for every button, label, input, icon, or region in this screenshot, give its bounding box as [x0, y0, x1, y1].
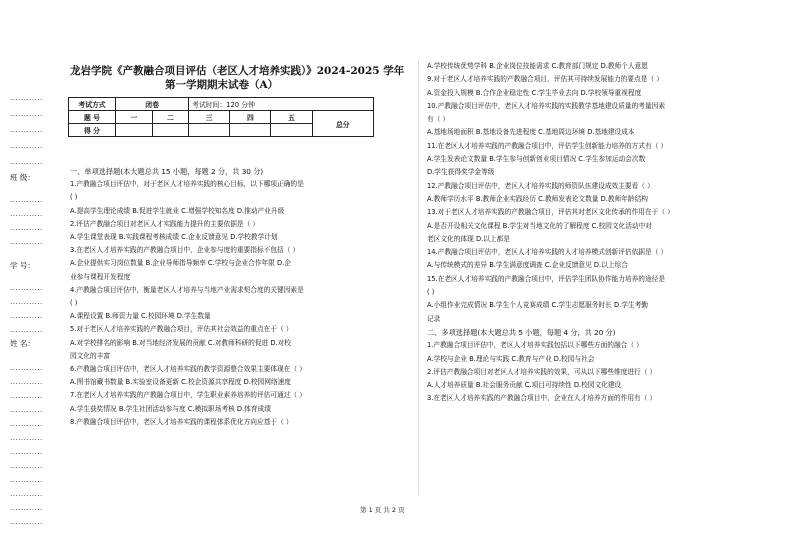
- seal-dots: ············: [10, 286, 43, 294]
- question-line: 12.产教融合项目评估中，老区人才培养实践的师资队伍建设成效主要看（ ）: [427, 181, 654, 190]
- seal-dots: ············: [10, 300, 43, 308]
- question-line: A.提高学生理论成绩 B.促进学生就业 C.增强学校知名度 D.推动产业升级: [70, 206, 285, 215]
- right-column: [427, 60, 767, 406]
- question-line: A.资金投入规模 B.合作企业稳定性 C.学生毕业去向 D.学校领导重视程度: [427, 88, 642, 97]
- question-line: A.课程设置 B.师资力量 C.校园环境 D.学生数量: [70, 312, 211, 321]
- question-line: 1.产教融合项目评估中，对于老区人才培养实践的核心目标，以下哪项正确的是: [70, 180, 304, 189]
- column-header: 五: [271, 111, 312, 124]
- seal-dots: ············: [10, 394, 43, 402]
- question-line: 1.产教融合项目评估中，老区人才培养实践包括以下哪些方面的融合（ ）: [427, 341, 643, 350]
- question-line: A.学生获奖情况 B.学生社团活动参与度 C.模拟职场考核 D.体育成绩: [70, 404, 271, 413]
- score-cell[interactable]: [116, 124, 153, 137]
- question-line: 15.在老区人才培养实践的产教融合项目中，评估学生团队协作能力培养的途径是: [427, 274, 666, 283]
- exam-info-table: [68, 97, 374, 137]
- class-label: 班 级：: [10, 173, 35, 182]
- score-label: 得 分: [69, 124, 116, 137]
- question-line: 8.产教融合项目评估中，老区人才培养实践的课程体系优化方向应基于（ ）: [70, 417, 293, 426]
- score-cell[interactable]: [230, 124, 271, 137]
- score-cell[interactable]: [189, 124, 230, 137]
- total-score-label: 总分: [312, 111, 373, 137]
- seal-dots: ············: [10, 314, 43, 322]
- exam-time: 考试时间：120 分钟: [189, 98, 374, 111]
- question-line: A.学校与企业 B.理论与实践 C.教育与产业 D.校园与社会: [427, 354, 595, 363]
- column-header: 一: [116, 111, 153, 124]
- question-line: ( ): [70, 193, 78, 202]
- question-line: 2.评估产教融合项目对老区人才培养实践的效果，可从以下哪些维度进行（ ）: [427, 367, 657, 376]
- question-line: 11.在老区人才培养实践的产教融合项目中，评估学生创新能力培养的方式有（ ）: [427, 141, 668, 150]
- column-header: 四: [230, 111, 271, 124]
- seal-dots: ············: [10, 506, 43, 514]
- question-line: 有（ ）: [427, 115, 450, 124]
- question-line: A.小组作业完成情况 B.学生个人竞赛成绩 C.学生志愿服务时长 D.学生考勤: [427, 301, 648, 310]
- seal-dots: ············: [10, 96, 43, 104]
- question-line: 2.评估产教融合项目对老区人才实践能力提升的主要依据是（ ）: [70, 219, 260, 228]
- question-line: ( ): [427, 288, 435, 297]
- seal-dots: ············: [10, 198, 43, 206]
- question-line: 3.在老区人才培养实践的产教融合项目中，企业在人才培养方面的作用有（ ）: [427, 394, 657, 403]
- question-line: A.学生课堂表现 B.实践课程考核成绩 C.企业反馈意见 D.学校教学计划: [70, 233, 278, 242]
- seal-dots: ············: [10, 144, 43, 152]
- page-number: 第 1 页 共 2 页: [360, 506, 405, 514]
- column-divider: [418, 60, 419, 495]
- question-line: 13.对于老区人才培养实践的产教融合项目，评估其对老区文化传承的作用在于（ ）: [427, 208, 674, 217]
- question-line: 园文化的丰富: [70, 351, 111, 360]
- question-line: 6.产教融合项目评估中，老区人才培养实践的教学资源整合效果主要体现在（ ）: [70, 365, 306, 374]
- question-line: A.与传统模式的差异 B.学生满意度调查 C.企业反馈意见 D.以上综合: [427, 261, 628, 270]
- seal-dots: ············: [10, 408, 43, 416]
- seal-dots: ············: [10, 464, 43, 472]
- question-line: A.对学校排名的影响 B.对当地经济发展的贡献 C.对教师科研的促进 D.对校: [70, 338, 291, 347]
- score-cell[interactable]: [271, 124, 312, 137]
- seal-dots: ············: [10, 436, 43, 444]
- seal-dots: ············: [10, 226, 43, 234]
- seal-dots: ············: [10, 520, 43, 528]
- seal-dots: ············: [10, 128, 43, 136]
- question-number-label: 题 号: [69, 111, 116, 124]
- seal-dots: ············: [10, 492, 43, 500]
- seal-dots: ············: [10, 328, 43, 336]
- question-line: 14.产教融合项目评估中，老区人才培养实践的人才培养模式创新评估依据是（ ）: [427, 248, 668, 257]
- question-line: A.基地场地面积 B.基地设备先进程度 C.基地周边环境 D.基地建设成本: [427, 128, 635, 137]
- question-line: 7.在老区人才培养实践的产教融合项目中，学生职业素养培养的评估可通过（ ）: [70, 391, 306, 400]
- exam-title-line2: 第一学期期末试卷（A）: [165, 79, 279, 91]
- question-line: 业参与课程开发程度: [70, 272, 131, 281]
- question-line: D.学生获得奖学金等级: [427, 168, 495, 177]
- left-column: [70, 165, 380, 429]
- column-header: 二: [152, 111, 189, 124]
- question-line: A.是否开设相关文化课程 B.学生对当地文化的了解程度 C.校园文化活动中对: [427, 221, 652, 230]
- section-heading: 二、多项选择题(本大题总共 5 小题，每题 4 分，共 20 分): [427, 327, 616, 337]
- question-line: A.学生发表论文数量 B.学生参与创新创业项目情况 C.学生参加运动会次数: [427, 155, 646, 164]
- exam-title-line1: 龙岩学院《产教融合项目评估（老区人才培养实践）》2024-2025 学年: [70, 65, 405, 77]
- score-cell[interactable]: [152, 124, 189, 137]
- question-line: A.企业提供实习岗位数量 B.企业导师指导频率 C.学校与企业合作年限 D.企: [70, 259, 291, 268]
- student-id-label: 学 号：: [10, 261, 35, 270]
- column-header: 三: [189, 111, 230, 124]
- question-line: A.图书馆藏书数量 B.实验室设备更新 C.校企资源共享程度 D.校园网络速度: [70, 378, 291, 387]
- seal-dots: ············: [10, 478, 43, 486]
- seal-dots: ············: [10, 450, 43, 458]
- question-line: A.教师学历水平 B.教师企业实践经历 C.教师发表论文数量 D.教师年龄结构: [427, 194, 648, 203]
- name-label: 姓 名：: [10, 339, 35, 348]
- seal-dots: ············: [10, 212, 43, 220]
- seal-dots: ············: [10, 240, 43, 248]
- question-line: 记录: [427, 314, 441, 323]
- seal-dots: ············: [10, 160, 43, 168]
- seal-dots: ············: [10, 112, 43, 120]
- question-line: 3.在老区人才培养实践的产教融合项目中，企业参与度的重要指标不包括（ ）: [70, 246, 300, 255]
- question-line: 4.产教融合项目评估中，衡量老区人才培养与当地产业需求契合度的关键因素是: [70, 285, 304, 294]
- question-line: ( ): [70, 299, 78, 308]
- question-line: 5.对于老区人才培养实践的产教融合项目，评估其社会效益的重点在于（ ）: [70, 325, 293, 334]
- question-line: 9.对于老区人才培养实践的产教融合项目，评估其可持续发展能力的要点是（ ）: [427, 75, 663, 84]
- question-line: 10.产教融合项目评估中，老区人才培养实践的实践教学基地建设质量的考量因素: [427, 101, 666, 110]
- exam-mode-label: 考试方式: [69, 98, 116, 111]
- exam-mode-value: 闭卷: [116, 98, 189, 111]
- question-line: A.人才培养质量 B.社会服务贡献 C.项目可持续性 D.校园文化建设: [427, 381, 622, 390]
- seal-dots: ············: [10, 422, 43, 430]
- question-line: A.学校传统优势学科 B.企业岗位技能需求 C.教育部门规定 D.教师个人意愿: [427, 62, 648, 70]
- section-heading: 一、单项选择题(本大题总共 15 小题，每题 2 分，共 30 分): [70, 167, 264, 176]
- question-line: 老区文化的体现 D.以上都是: [427, 234, 510, 243]
- seal-dots: ············: [10, 366, 43, 374]
- seal-dots: ············: [10, 380, 43, 388]
